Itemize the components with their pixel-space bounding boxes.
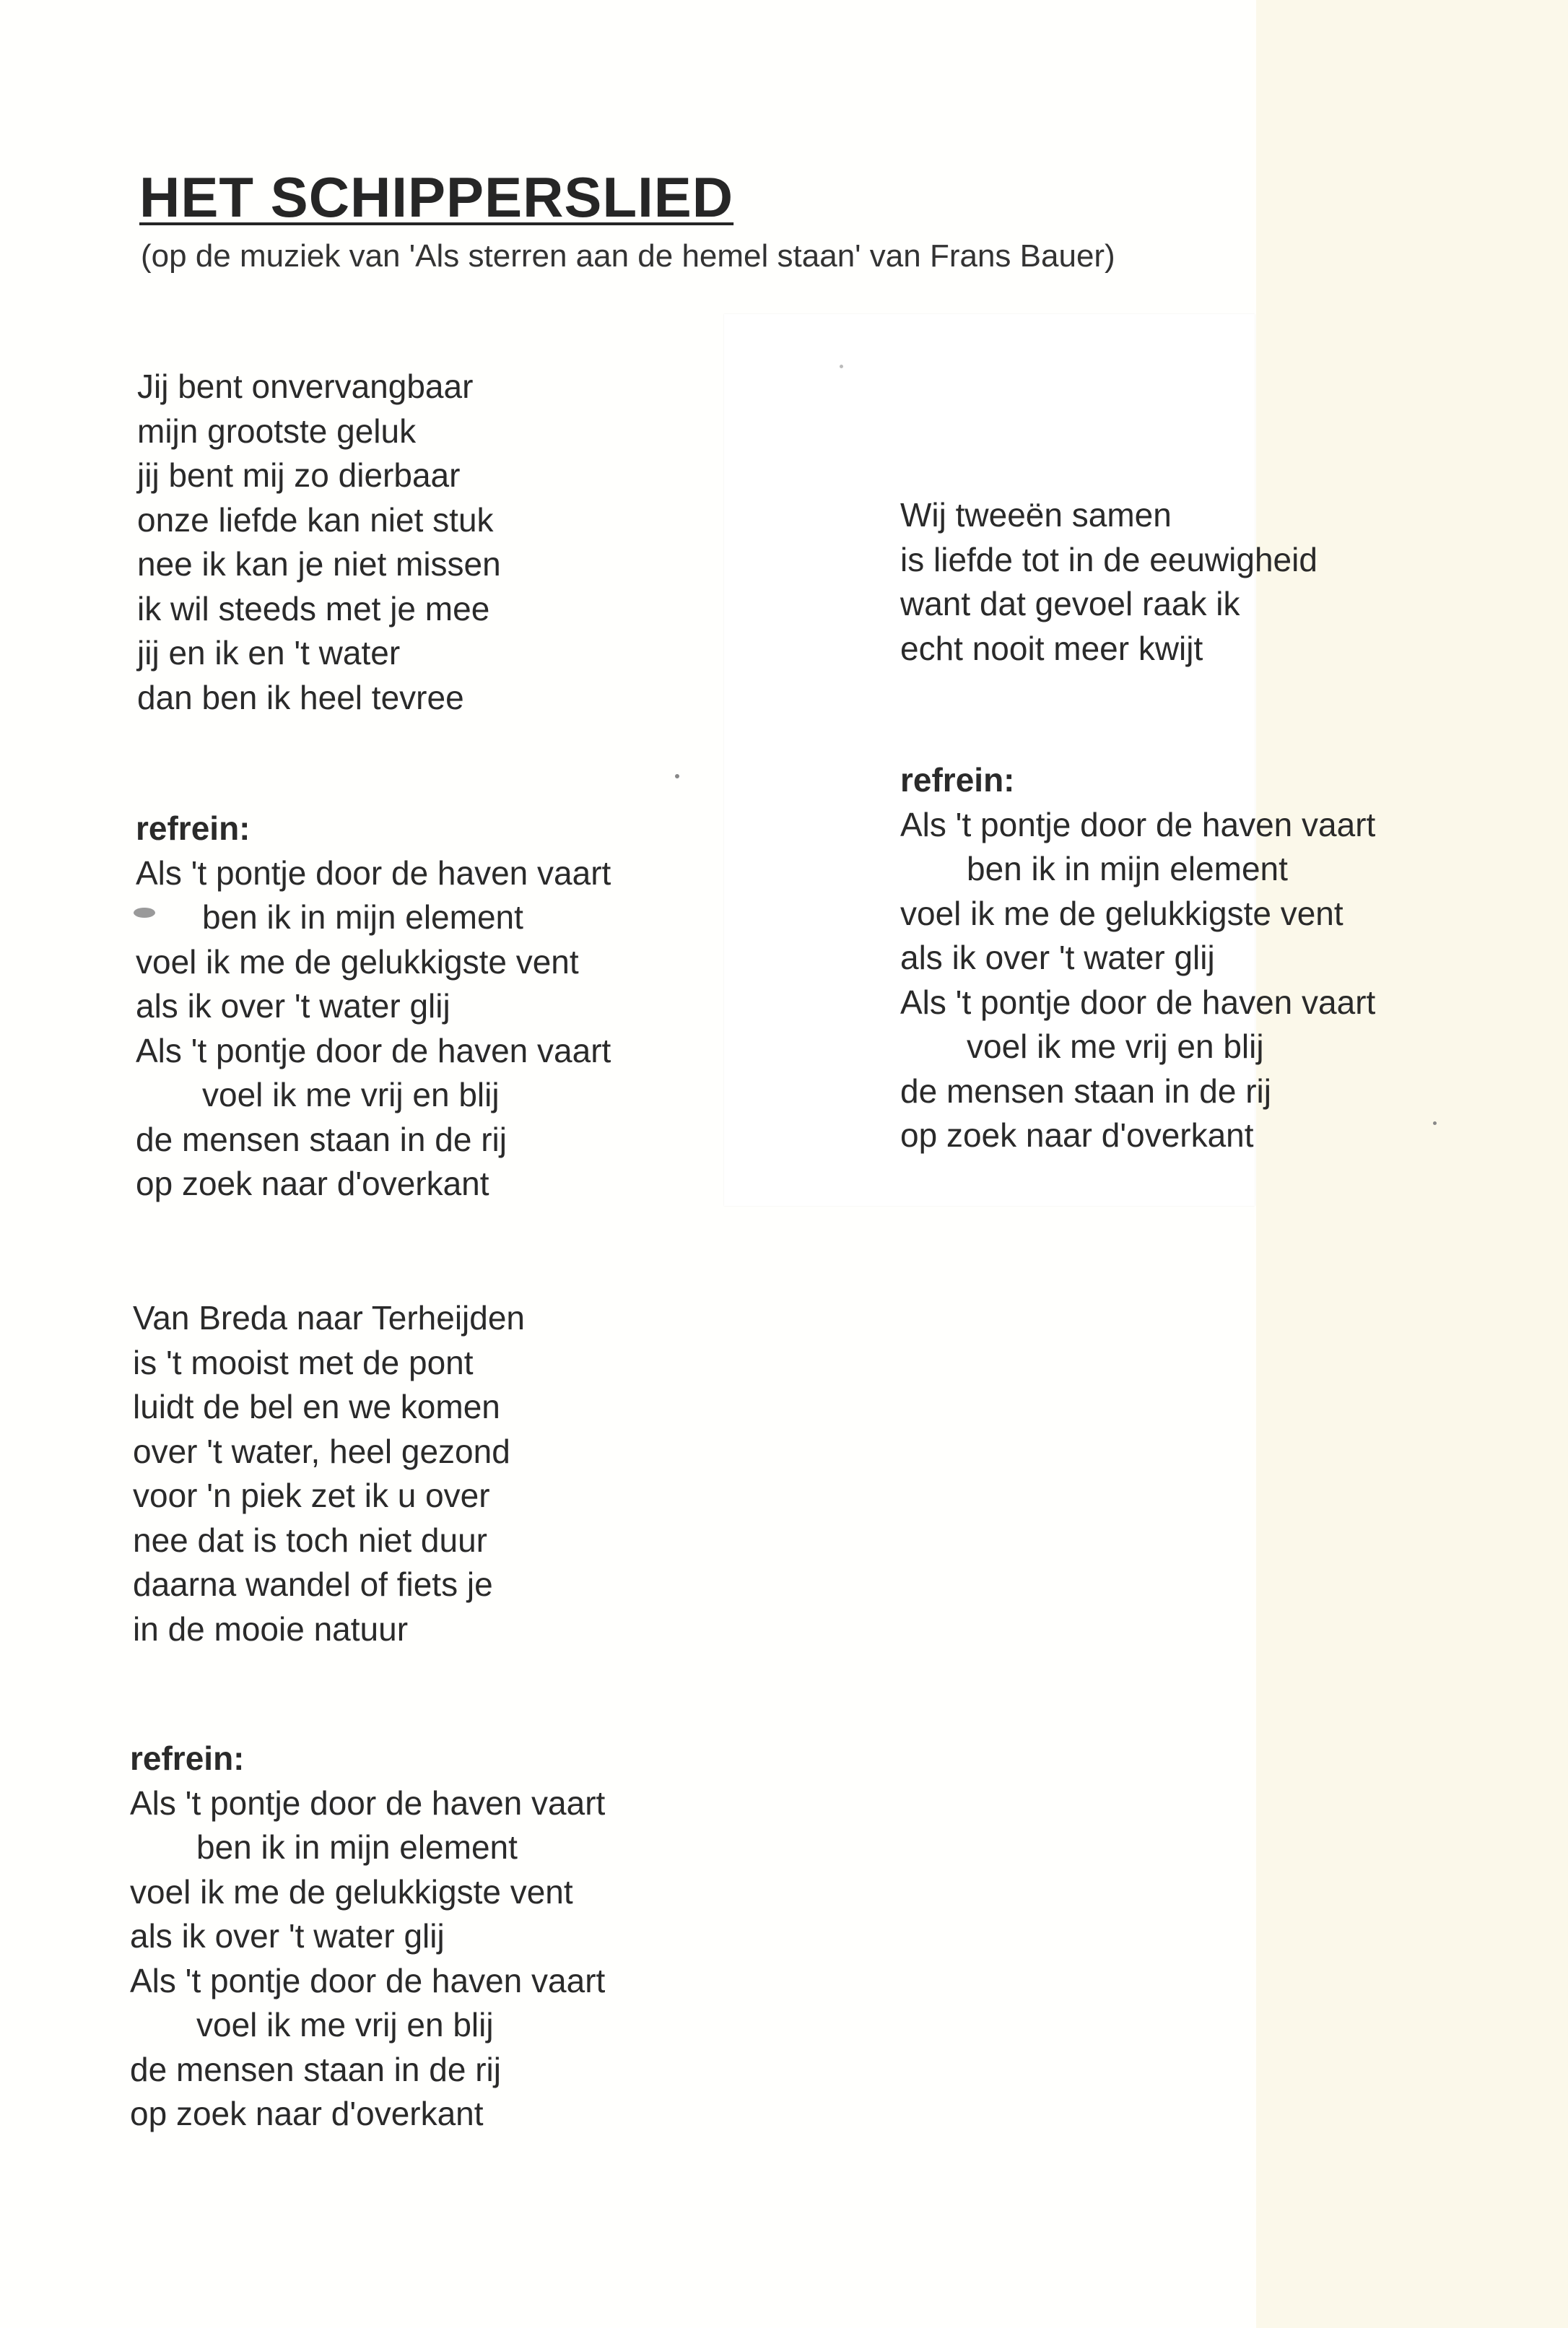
refrain-heading: refrein:: [136, 809, 251, 847]
lyric-line: want dat gevoel raak ik: [900, 585, 1240, 622]
lyric-line: voel ik me de gelukkigste vent: [130, 1872, 573, 1911]
verse-1: [137, 365, 501, 720]
lyric-line: daarna wandel of fiets je: [133, 1565, 493, 1603]
lyric-line: Als 't pontje door de haven vaart: [130, 1961, 606, 1999]
lyric-line: is liefde tot in de eeuwigheid: [900, 540, 1317, 578]
lyric-line: luidt de bel en we komen: [133, 1388, 500, 1425]
lyric-line: de mensen staan in de rij: [130, 2050, 501, 2088]
lyric-line: nee dat is toch niet duur: [133, 1521, 487, 1559]
lyric-line: voel ik me de gelukkigste vent: [900, 894, 1343, 932]
lyric-line: over 't water, heel gezond: [133, 1432, 510, 1470]
subtitle: (op de muziek van 'Als sterren aan de hemel staan' van Frans Bauer): [141, 238, 1115, 274]
verse-3: [900, 493, 1317, 671]
lyric-line: voel ik me de gelukkigste vent: [136, 942, 579, 981]
lyric-line: op zoek naar d'overkant: [900, 1116, 1254, 1154]
refrain-3: [900, 758, 1375, 1158]
lyric-line: in de mooie natuur: [133, 1610, 409, 1648]
lyric-line: op zoek naar d'overkant: [130, 2095, 484, 2132]
ink-smudge: [134, 908, 155, 918]
lyric-line: echt nooit meer kwijt: [900, 629, 1203, 667]
lyric-line: voel ik me vrij en blij: [202, 1076, 500, 1113]
ink-speck: [1433, 1121, 1437, 1125]
lyric-line: Wij tweeën samen: [900, 496, 1172, 534]
lyric-line: de mensen staan in de rij: [136, 1120, 507, 1158]
lyric-line: onze liefde kan niet stuk: [137, 500, 494, 539]
lyric-line: Als 't pontje door de haven vaart: [900, 983, 1376, 1021]
verse-2: [133, 1296, 525, 1651]
lyric-line: voel ik me vrij en blij: [196, 2006, 494, 2043]
lyric-line: Als 't pontje door de haven vaart: [130, 1784, 606, 1822]
lyric-line: ben ik in mijn element: [202, 898, 523, 936]
lyric-line: Van Breda naar Terheijden: [133, 1299, 526, 1337]
lyric-line: voel ik me vrij en blij: [967, 1028, 1264, 1065]
lyric-line: jij bent mij zo dierbaar: [137, 456, 461, 494]
lyric-line: ben ik in mijn element: [967, 850, 1288, 887]
refrain-heading: refrein:: [130, 1740, 245, 1777]
lyric-line: als ik over 't water glij: [130, 1917, 445, 1955]
lyric-line: als ik over 't water glij: [136, 987, 450, 1025]
ink-speck: [675, 774, 679, 778]
lyric-line: voor 'n piek zet ik u over: [133, 1477, 490, 1514]
lyric-line: is 't mooist met de pont: [133, 1343, 474, 1381]
lyric-line: de mensen staan in de rij: [900, 1072, 1271, 1110]
refrain-1: [136, 807, 611, 1207]
refrain-heading: refrein:: [900, 761, 1015, 799]
ink-speck: [840, 365, 843, 368]
lyric-line: dan ben ik heel tevree: [137, 678, 464, 716]
refrain-2: [130, 1737, 605, 2137]
lyric-line: op zoek naar d'overkant: [136, 1165, 489, 1202]
lyric-line: jij en ik en 't water: [137, 634, 401, 672]
lyric-line: Als 't pontje door de haven vaart: [136, 854, 611, 892]
lyric-line: ik wil steeds met je mee: [137, 589, 490, 627]
lyric-line: mijn grootste geluk: [137, 412, 417, 450]
lyric-line: Als 't pontje door de haven vaart: [136, 1031, 611, 1069]
page-title: HET SCHIPPERSLIED: [139, 165, 734, 229]
lyric-line: Jij bent onvervangbaar: [137, 368, 474, 405]
lyric-line: nee ik kan je niet missen: [137, 545, 501, 583]
lyric-line: als ik over 't water glij: [900, 939, 1215, 976]
lyric-line: ben ik in mijn element: [196, 1828, 518, 1866]
lyric-line: Als 't pontje door de haven vaart: [900, 805, 1376, 843]
